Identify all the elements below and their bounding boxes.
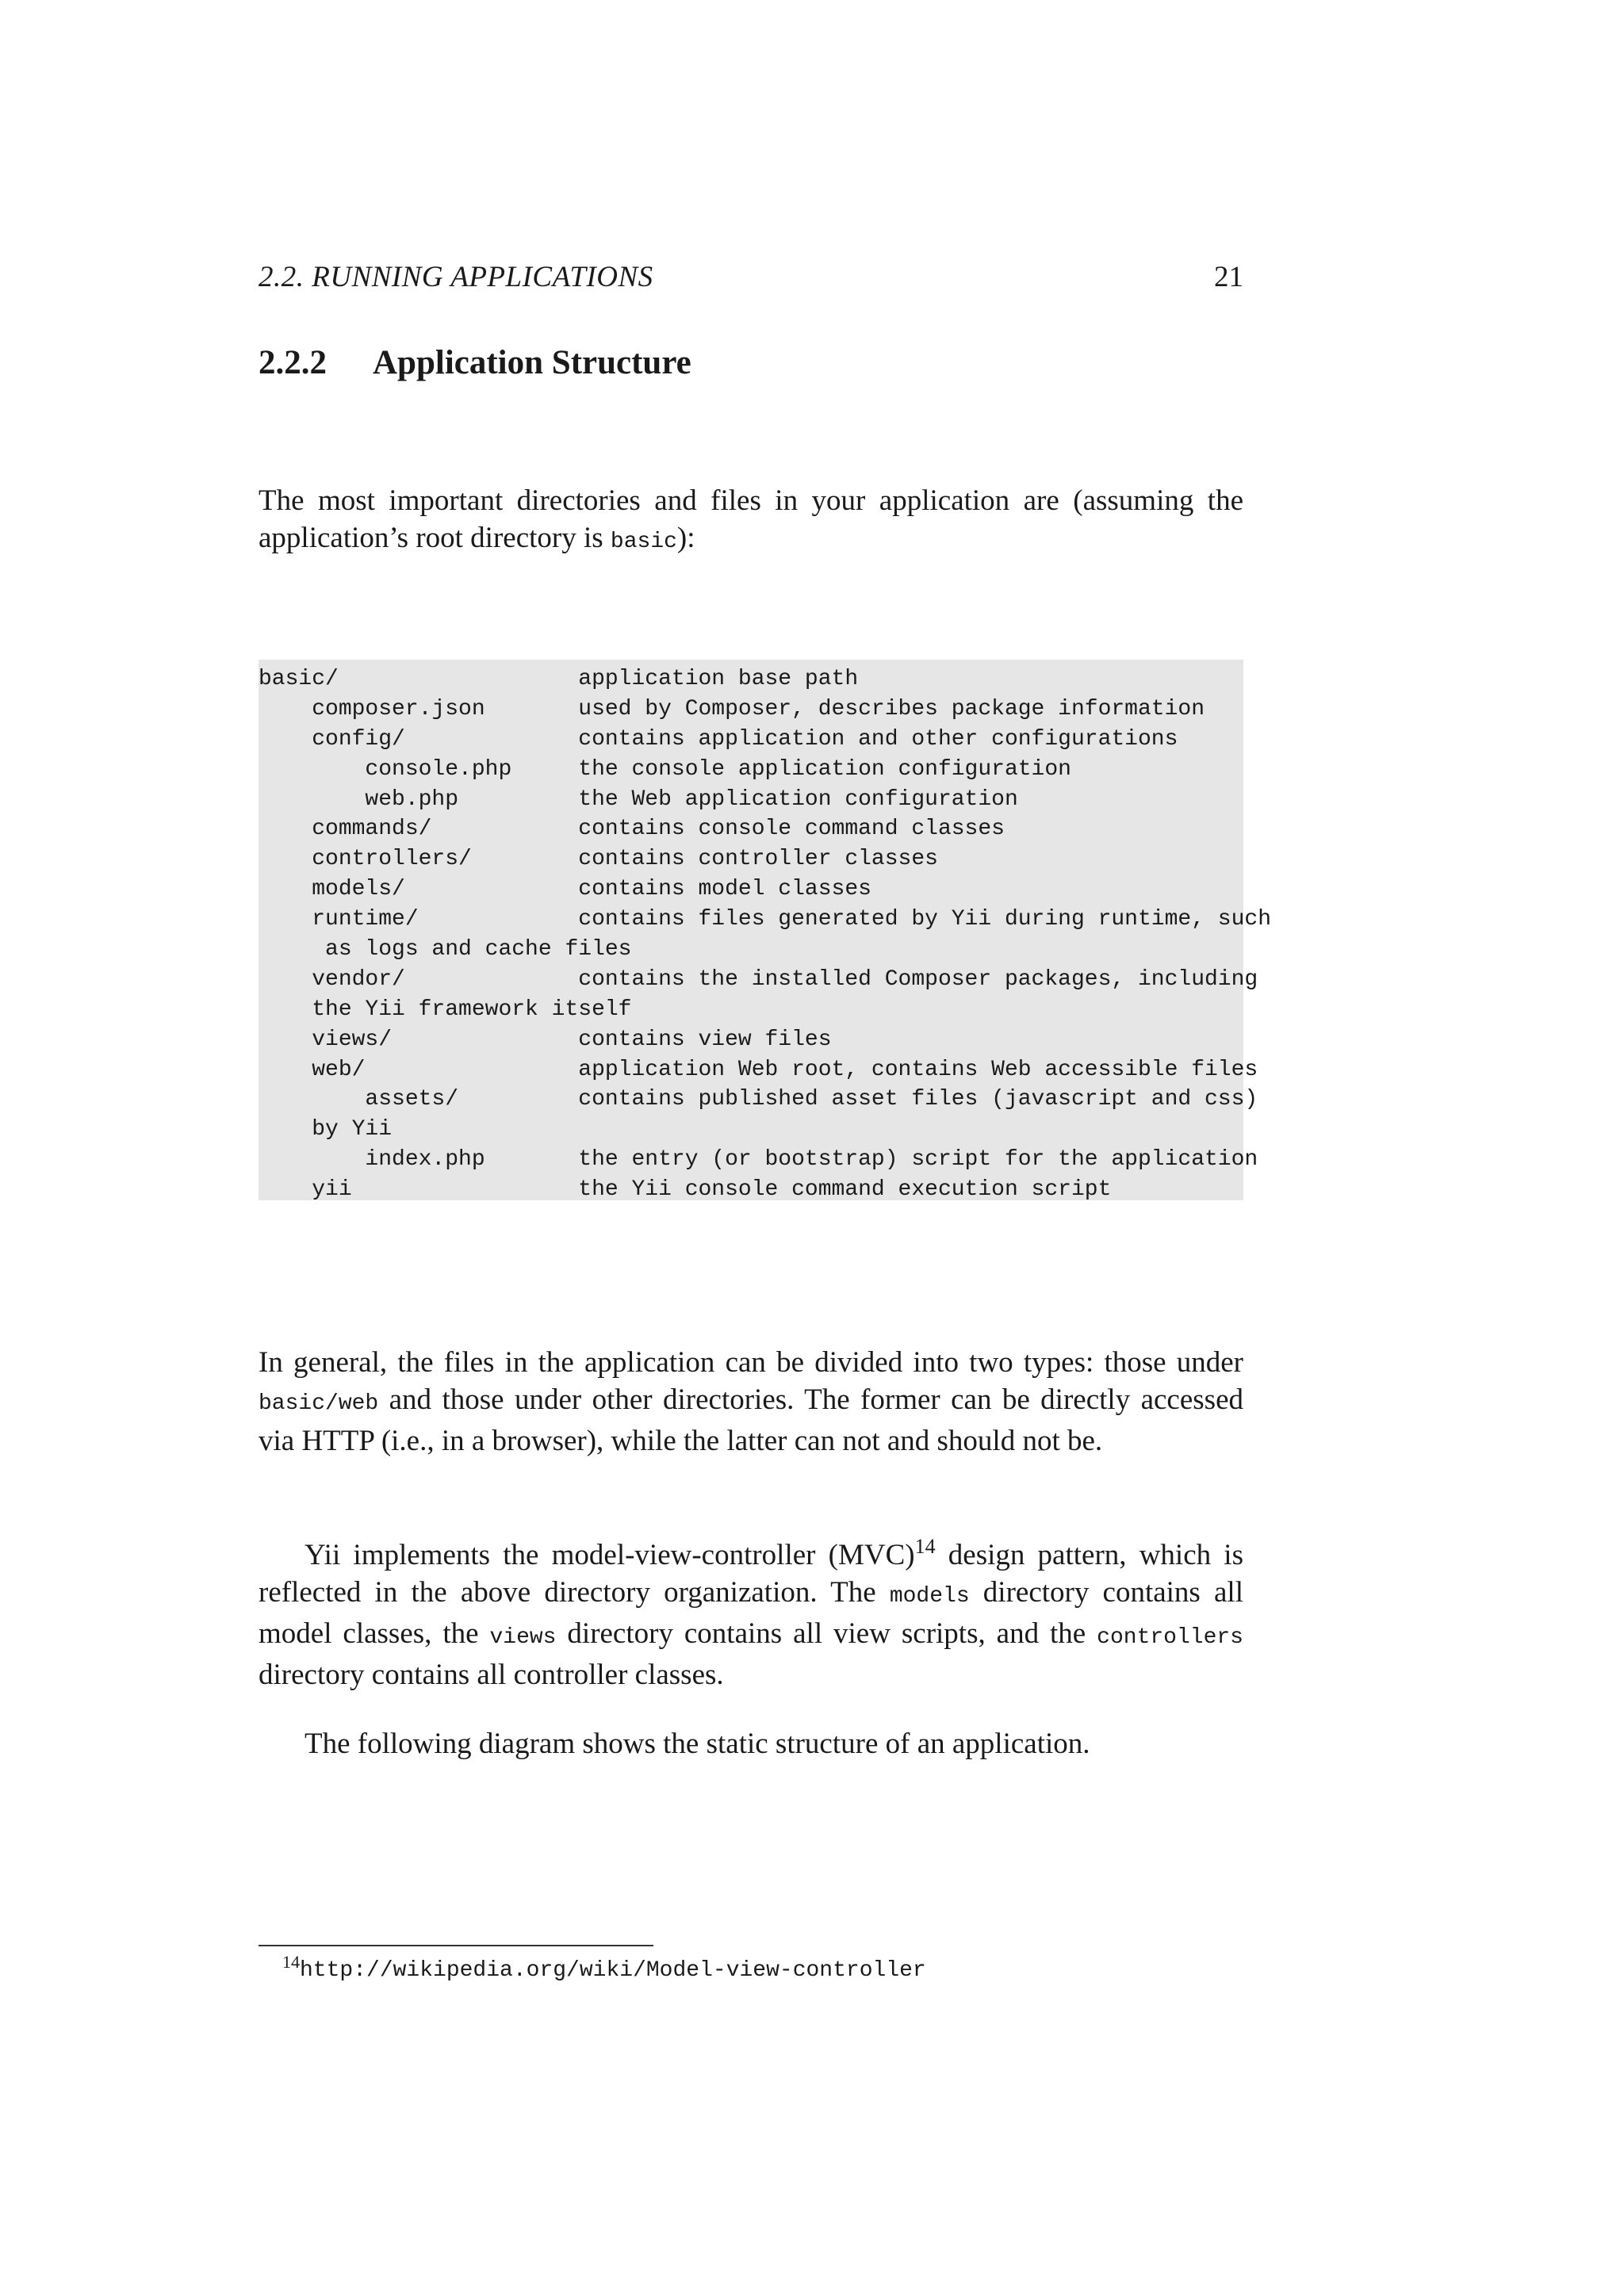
code-line: assets/ contains published asset files (javascript and css) (259, 1087, 1258, 1112)
code-line: console.php the console application configuration (259, 756, 1071, 782)
code-line: controllers/ contains controller classes (259, 847, 938, 872)
intro-paragraph (259, 482, 1243, 561)
footnote-ref-14[interactable]: 14 (914, 1535, 936, 1558)
mvc-code-views: views (489, 1625, 557, 1650)
section-number: 2.2.2 (259, 344, 327, 381)
code-line: vendor/ contains the installed Composer packages, including (259, 966, 1258, 992)
mvc-text-3: directory contains all model classes, the (259, 1576, 1243, 1650)
code-line: views/ contains view files (259, 1027, 832, 1052)
mvc-text-2: design pattern, which is reflected in the above directory organization. The (259, 1539, 1243, 1609)
section-heading (259, 343, 691, 382)
mvc-code-models: models (889, 1584, 970, 1609)
code-line: index.php the entry (or bootstrap) script for the application (259, 1147, 1258, 1173)
diagram-intro-paragraph: The following diagram shows the static structure of an application. (304, 1728, 1090, 1760)
code-line: web/ application Web root, contains Web accessible files (259, 1057, 1258, 1082)
code-line: commands/ contains console command classes (259, 817, 1005, 842)
code-line: models/ contains model classes (259, 877, 871, 902)
footnote (282, 1952, 926, 1983)
section-title: Application Structure (373, 344, 691, 381)
code-line: as logs and cache files (259, 937, 632, 962)
general-text-2: and those under other directories. The former can be directly accessed via HTTP (i.e., in a browser), while the latter can not and should not be. (259, 1383, 1243, 1457)
general-paragraph (259, 1344, 1243, 1460)
running-title: 2.2. RUNNING APPLICATIONS (259, 261, 653, 293)
code-line: config/ contains application and other configurations (259, 726, 1178, 752)
code-line: runtime/ contains files generated by Yii during runtime, such (259, 907, 1272, 932)
mvc-text-5: directory contains all controller classes. (259, 1659, 724, 1691)
code-line: basic/ application base path (259, 667, 859, 691)
code-listing (259, 660, 1272, 1205)
footnote-mark: 14 (282, 1952, 300, 1972)
general-text-1: In general, the files in the application can be divided into two types: those under (259, 1346, 1243, 1379)
general-code-basic-web: basic/web (259, 1391, 379, 1416)
running-header (259, 260, 1243, 300)
footnote-divider (259, 1945, 653, 1946)
page-number: 21 (1214, 261, 1243, 293)
mvc-code-controllers: controllers (1097, 1625, 1243, 1650)
code-line: the Yii framework itself (259, 997, 632, 1022)
intro-code-basic: basic (610, 530, 677, 554)
mvc-text-4: directory contains all view scripts, and the (556, 1617, 1097, 1650)
mvc-text-1: Yii implements the model-view-controller (MVC) (304, 1539, 915, 1571)
intro-text-before: The most important directories and files in your application are (assuming the application’s root directory is (259, 484, 1243, 554)
code-line: yii the Yii console command execution script (259, 1177, 1112, 1203)
document-page (259, 0, 1272, 2296)
code-line: composer.json used by Composer, describes package information (259, 696, 1205, 721)
mvc-paragraph (259, 1536, 1243, 1693)
code-line: web.php the Web application configuration (259, 786, 1018, 812)
directory-structure-code-block (259, 660, 1272, 1203)
footnote-url-link[interactable]: http://wikipedia.org/wiki/Model-view-controller (300, 1958, 926, 1983)
intro-text-after: ): (676, 522, 695, 554)
code-line: by Yii (259, 1117, 393, 1142)
